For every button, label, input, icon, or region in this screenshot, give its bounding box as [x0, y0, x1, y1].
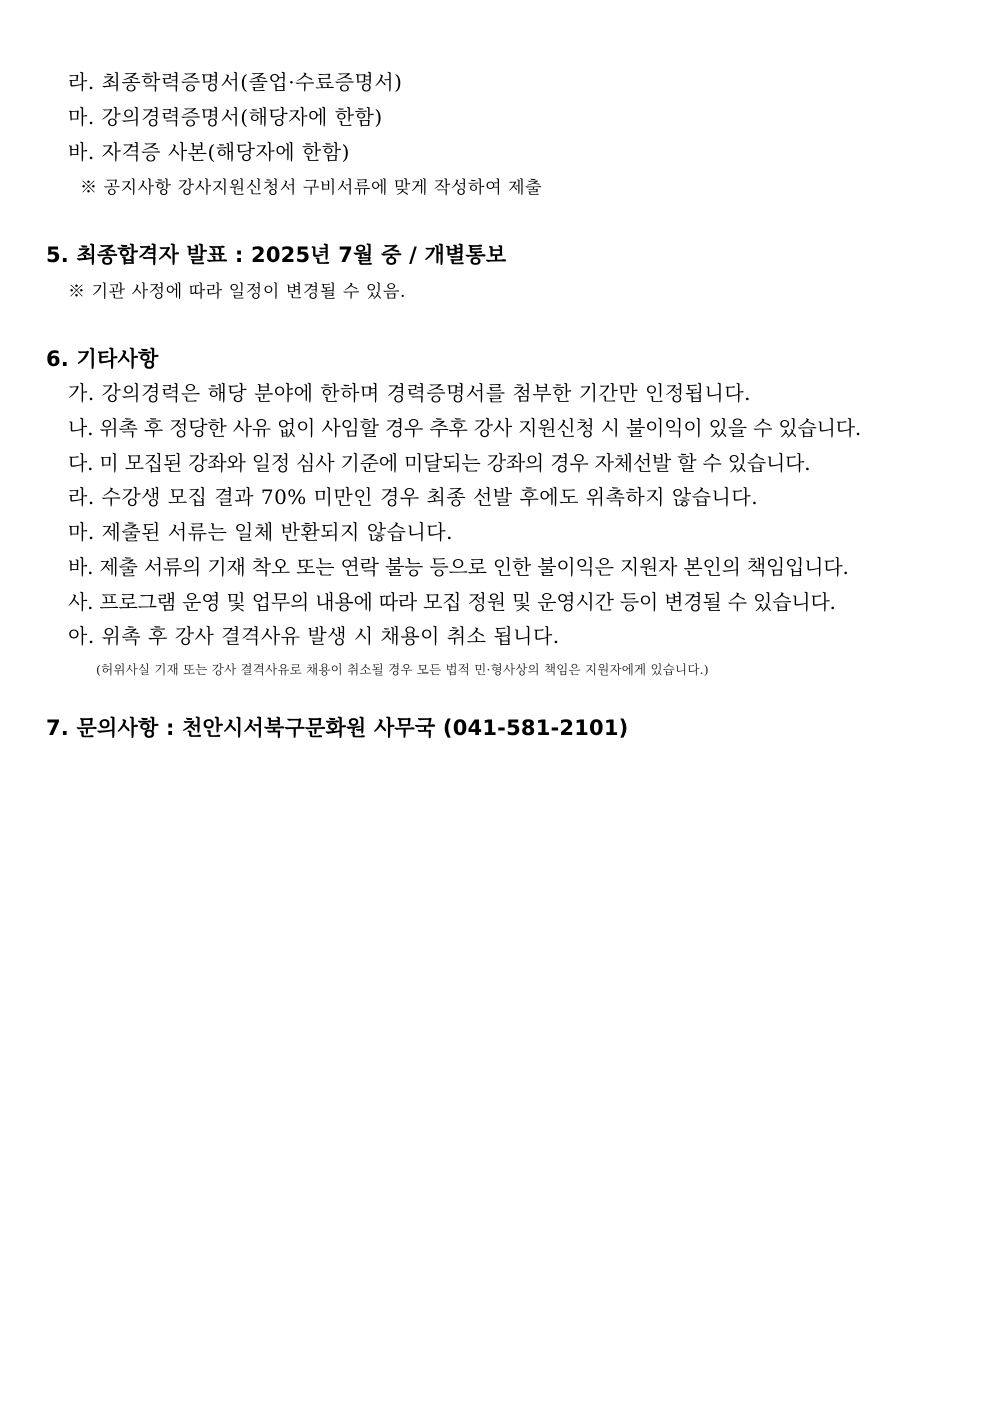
section6-item-ma: 마. 제출된 서류는 일체 반환되지 않습니다. — [68, 520, 453, 544]
section6-item-ba: 바. 제출 서류의 기재 착오 또는 연락 불능 등으로 인한 불이익은 지원자 본인의 책임입니다. — [68, 555, 849, 579]
section6-heading: 6. 기타사항 — [46, 347, 159, 371]
section6-item-ra: 라. 수강생 모집 결과 70% 미만인 경우 최종 선발 후에도 위촉하지 않습니다. — [68, 485, 759, 509]
docs-item-ma: 마. 강의경력증명서(해당자에 한함) — [68, 105, 383, 129]
section6-item-na: 나. 위촉 후 정당한 사유 없이 사임할 경우 추후 강사 지원신청 시 불이익이 있을 수 있습니다. — [68, 416, 861, 440]
section6-item-da: 다. 미 모집된 강좌와 일정 심사 기준에 미달되는 강좌의 경우 자체선발 할 수 있습니다. — [68, 451, 811, 475]
section5-heading: 5. 최종합격자 발표 : 2025년 7월 중 / 개별통보 — [46, 243, 507, 267]
section5-note: ※ 기관 사정에 따라 일정이 변경될 수 있음. — [68, 282, 406, 302]
docs-item-ra: 라. 최종학력증명서(졸업·수료증명서) — [68, 70, 403, 94]
docs-item-ba: 바. 자격증 사본(해당자에 한함) — [68, 140, 350, 164]
section6-item-sa: 사. 프로그램 운영 및 업무의 내용에 따라 모집 정원 및 운영시간 등이 변경될 수 있습니다. — [68, 590, 836, 614]
section6-item-a: 아. 위촉 후 강사 결격사유 발생 시 채용이 취소 됩니다. — [68, 624, 560, 648]
section6-item-ga: 가. 강의경력은 해당 분야에 한하며 경력증명서를 첨부한 기간만 인정됩니다. — [68, 381, 751, 405]
section6-footnote: (허위사실 기재 또는 강사 결격사유로 채용이 취소될 경우 모든 법적 민·형사상의 책임은 지원자에게 있습니다.) — [96, 662, 709, 677]
docs-note: ※ 공지사항 강사지원신청서 구비서류에 맞게 작성하여 제출 — [80, 178, 543, 198]
section7-heading: 7. 문의사항 : 천안시서북구문화원 사무국 (041-581-2101) — [46, 716, 629, 740]
